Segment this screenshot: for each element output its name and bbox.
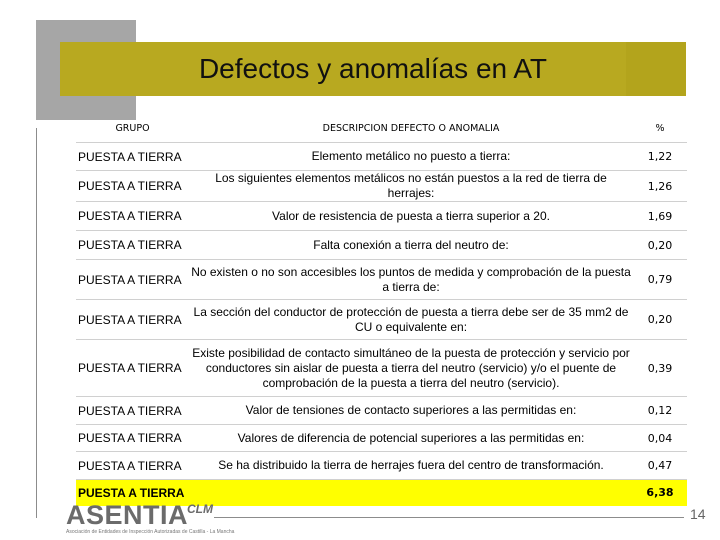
total-group: PUESTA A TIERRA [76, 480, 189, 506]
row-group: PUESTA A TIERRA [76, 425, 189, 452]
table-row [76, 425, 687, 452]
total-percent: 6,38 [633, 480, 687, 506]
bottom-divider [214, 517, 684, 518]
header-group: GRUPO [76, 114, 189, 143]
row-group: PUESTA A TIERRA [76, 231, 189, 260]
table-header-row [76, 114, 687, 143]
row-percent: 1,26 [633, 171, 687, 202]
table-row [76, 143, 687, 171]
row-group: PUESTA A TIERRA [76, 202, 189, 231]
row-description: Valores de diferencia de potencial superiores a las permitidas en: [189, 425, 633, 452]
row-percent: 0,79 [633, 260, 687, 300]
row-percent: 0,20 [633, 300, 687, 340]
table-row [76, 397, 687, 425]
row-description: Falta conexión a tierra del neutro de: [189, 231, 633, 260]
logo-suffix: CLM [187, 502, 213, 516]
row-group: PUESTA A TIERRA [76, 397, 189, 425]
table-row [76, 231, 687, 260]
row-description: La sección del conductor de protección de puesta a tierra debe ser de 35 mm2 de CU o equivalente en: [189, 300, 633, 340]
row-group: PUESTA A TIERRA [76, 340, 189, 397]
row-description: Se ha distribuido la tierra de herrajes fuera del centro de transformación. [189, 452, 633, 480]
row-group: PUESTA A TIERRA [76, 300, 189, 340]
row-percent: 1,69 [633, 202, 687, 231]
header-percent: % [633, 114, 687, 143]
row-percent: 0,04 [633, 425, 687, 452]
row-percent: 0,12 [633, 397, 687, 425]
row-percent: 0,39 [633, 340, 687, 397]
logo-subtitle: Asociación de Entidades de Inspección Autorizadas de Castilla - La Mancha [66, 529, 235, 535]
page-title: Defectos y anomalías en AT [198, 53, 548, 84]
row-description: Elemento metálico no puesto a tierra: [189, 143, 633, 171]
table-row [76, 300, 687, 340]
row-group: PUESTA A TIERRA [76, 260, 189, 300]
row-group: PUESTA A TIERRA [76, 171, 189, 202]
total-description [189, 480, 633, 506]
row-group: PUESTA A TIERRA [76, 143, 189, 171]
asentia-logo [60, 498, 235, 538]
row-group: PUESTA A TIERRA [76, 452, 189, 480]
row-percent: 0,20 [633, 231, 687, 260]
page-number: 14 [690, 506, 706, 522]
table-row [76, 340, 687, 397]
table-row [76, 260, 687, 300]
row-description: Existe posibilidad de contacto simultáneo de la puesta de protección y servicio por conductores sin aislar de puesta a tierra del neutro (servicio) y/o el puente de comprobación de la puesta a tierra del neutro (servicio). [189, 340, 633, 397]
title-bar [60, 42, 686, 96]
row-percent: 0,47 [633, 452, 687, 480]
table-row [76, 452, 687, 480]
row-percent: 1,22 [633, 143, 687, 171]
table-row [76, 202, 687, 231]
row-description: No existen o no son accesibles los puntos de medida y comprobación de la puesta a tierra de: [189, 260, 633, 300]
left-divider [36, 128, 37, 518]
row-description: Valor de resistencia de puesta a tierra superior a 20. [189, 202, 633, 231]
row-description: Los siguientes elementos metálicos no están puestos a la red de tierra de herrajes: [189, 171, 633, 202]
header-description: DESCRIPCION DEFECTO O ANOMALIA [189, 114, 633, 143]
row-description: Valor de tensiones de contacto superiores a las permitidas en: [189, 397, 633, 425]
table-row [76, 171, 687, 202]
title-bar-inner [60, 42, 626, 96]
logo-name: ASENTIA [66, 500, 189, 530]
defects-table [76, 114, 687, 506]
